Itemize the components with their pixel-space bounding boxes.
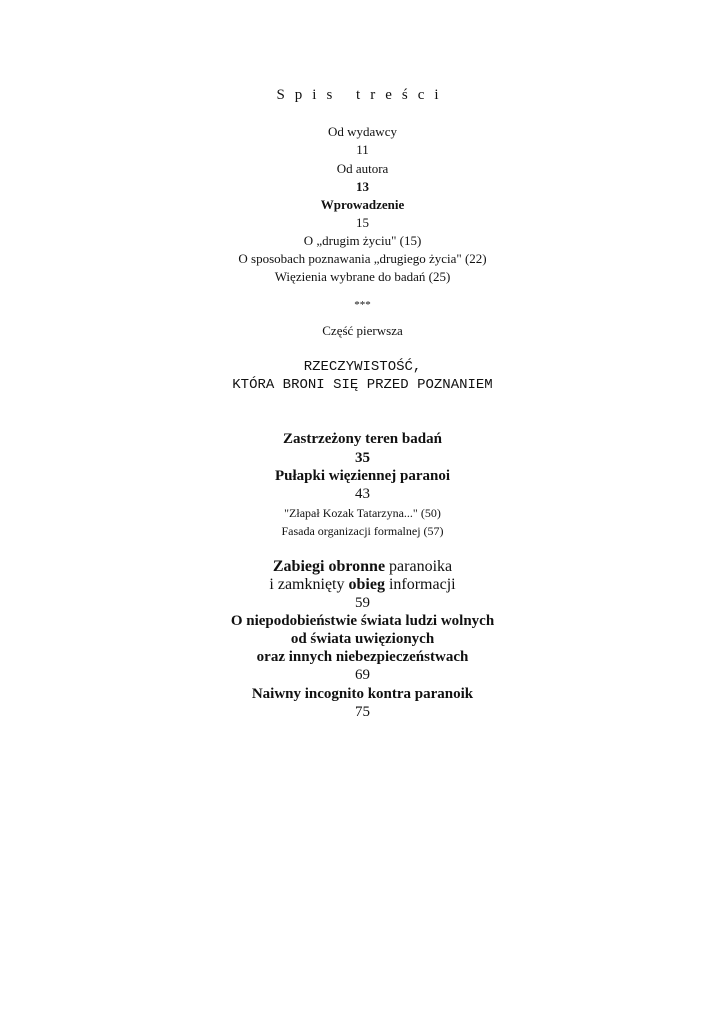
chapter-title-line-3: oraz innych niebezpieczeństwach	[256, 649, 469, 665]
chapter-page: 69	[355, 667, 370, 683]
chapter-title-line-2	[0, 577, 725, 593]
toc-page-od-wydawcy: 11	[356, 142, 369, 157]
toc-entry-wprowadzenie: Wprowadzenie	[320, 197, 405, 212]
part-title-line-2: KTÓRA BRONI SIĘ PRZED POZNANIEM	[232, 377, 493, 393]
toc-subentry: Fasada organizacji formalnej (57)	[281, 524, 444, 538]
chapter-page: 75	[355, 704, 370, 720]
chapter-title-line-1	[0, 559, 725, 575]
chapter-title-bold: obieg	[348, 576, 385, 593]
chapter-title: Zastrzeżony teren badań	[283, 431, 442, 447]
page-title: Spis treści	[276, 87, 449, 103]
chapter-page: 35	[355, 450, 370, 466]
chapter-title-text: paranoika	[385, 558, 453, 575]
toc-subentry: "Złapał Kozak Tatarzyna..." (50)	[284, 506, 441, 520]
chapter-title-line-2: od świata uwięzionych	[290, 631, 435, 647]
chapter-title-text: i zamknięty	[269, 576, 349, 593]
toc-page-wprowadzenie: 15	[356, 215, 369, 230]
toc-page-od-autora: 13	[356, 179, 369, 194]
chapter-page: 43	[355, 486, 370, 502]
toc-entry-od-autora: Od autora	[336, 161, 389, 176]
chapter-title-line-1: O niepodobieństwie świata ludzi wolnych	[230, 613, 495, 629]
chapter-title-bold: Zabiegi obronne	[272, 558, 386, 575]
toc-subentry: O sposobach poznawania „drugiego życia" (22)	[238, 251, 487, 266]
chapter-title: Pułapki więziennej paranoi	[274, 468, 450, 484]
chapter-page: 59	[355, 595, 370, 611]
part-label: Część pierwsza	[322, 323, 403, 338]
section-separator: ***	[354, 299, 371, 311]
chapter-title: Naiwny incognito kontra paranoik	[251, 686, 474, 702]
chapter-title-text: informacji	[384, 576, 456, 593]
toc-subentry: O „drugim życiu" (15)	[303, 233, 422, 248]
part-title-line-1: RZECZYWISTOŚĆ,	[303, 359, 422, 375]
toc-subentry: Więzienia wybrane do badań (25)	[274, 269, 451, 284]
toc-entry-od-wydawcy: Od wydawcy	[328, 124, 397, 139]
